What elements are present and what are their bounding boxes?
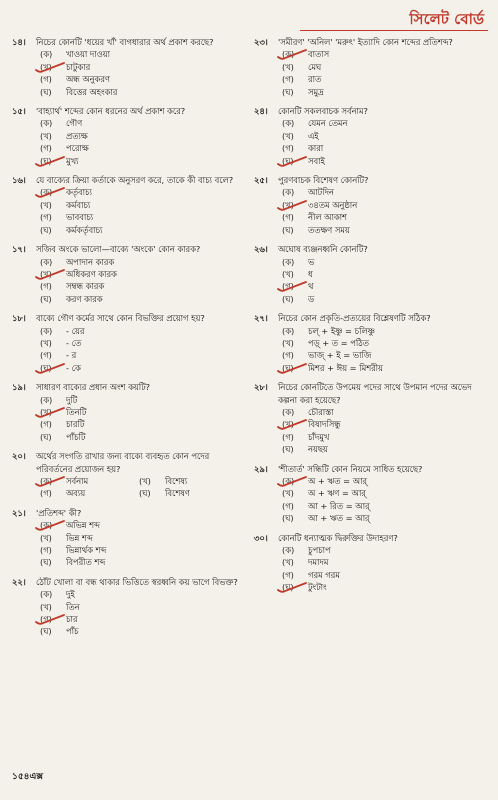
option-text: নয়ছয়	[308, 444, 328, 455]
question-number: ১৫।	[12, 106, 26, 117]
answer-option	[40, 418, 238, 430]
option-letter: (খ)	[282, 130, 294, 141]
answer-option	[282, 186, 486, 198]
option-letter: (ঘ)	[40, 362, 52, 373]
option-letter: (ক)	[282, 118, 295, 129]
question-line	[254, 381, 486, 406]
option-text: প্রত্যক্ষ	[66, 130, 88, 141]
option-text: চাটুকার	[66, 61, 91, 72]
answer-option	[282, 406, 486, 418]
answer-option	[40, 544, 238, 556]
option-letter: (গ)	[40, 350, 52, 361]
option-text: চার	[66, 614, 78, 625]
option-letter: (ক)	[40, 118, 53, 129]
option-text: ভাববাচ্য	[66, 212, 94, 223]
option-text: কর্মবাচ্য	[66, 199, 91, 210]
option-text: ততক্ষণ সময়	[308, 224, 350, 235]
option-letter: (ঘ)	[282, 293, 294, 304]
option-text: আ + রিত = আর্	[308, 500, 370, 511]
answer-option	[40, 61, 238, 73]
question-item	[12, 243, 238, 305]
answer-option	[40, 86, 238, 98]
answer-option	[282, 48, 486, 60]
answer-option	[40, 394, 238, 406]
option-text: মুখ্য	[66, 155, 79, 166]
question-text: 'শীতার্ত' সন্ধিটি কোন নিয়মে সাধিত হয়েছে?	[278, 463, 423, 474]
option-text: - তে	[66, 337, 82, 348]
option-letter: (ক)	[282, 476, 295, 486]
question-number: ২৪।	[254, 106, 268, 117]
question-line	[254, 243, 486, 255]
option-letter: (ক)	[282, 325, 295, 336]
option-letter: (ঘ)	[40, 626, 52, 637]
question-line	[254, 532, 486, 544]
option-letter: (ক)	[40, 256, 53, 267]
header-divider	[300, 30, 488, 31]
option-letter: (ঘ)	[40, 224, 52, 235]
option-text: ভিন্নার্থক শব্দ	[66, 545, 107, 556]
option-letter: (ক)	[282, 406, 295, 417]
question-number: ১৭।	[12, 244, 26, 255]
option-text: সর্বনাম	[66, 476, 89, 486]
option-letter: (গ)	[40, 488, 52, 499]
option-letter: (গ)	[282, 500, 294, 511]
options-list	[254, 186, 486, 236]
option-text: বিশেষ্য	[165, 476, 188, 486]
option-letter: (খ)	[40, 61, 52, 72]
question-number: ২১।	[12, 507, 26, 518]
answer-option	[139, 487, 238, 499]
answer-option	[282, 211, 486, 223]
page-number: ১৫৪এক্স	[12, 772, 43, 782]
option-letter: (ঘ)	[282, 362, 294, 373]
answer-option	[40, 199, 238, 211]
answer-option	[40, 406, 238, 418]
options-list	[254, 117, 486, 167]
option-text: বিপরীত শব্দ	[66, 557, 106, 568]
option-letter: (ক)	[40, 49, 53, 60]
answer-option	[282, 268, 486, 280]
option-letter: (গ)	[282, 74, 294, 85]
question-number: ২৬।	[254, 244, 268, 255]
option-text: চুপচাপ	[308, 545, 331, 556]
question-number: ২০।	[12, 451, 26, 462]
option-letter: (গ)	[40, 74, 52, 85]
question-number: ১৬।	[12, 175, 26, 186]
answer-option	[40, 613, 238, 625]
answer-option	[282, 487, 486, 499]
options-list	[254, 256, 486, 306]
question-line	[12, 312, 238, 324]
option-text: টুংটাং	[308, 582, 327, 593]
answer-option	[282, 117, 486, 129]
answer-option	[282, 581, 486, 593]
option-letter: (খ)	[40, 601, 52, 612]
options-list	[12, 588, 238, 638]
option-text: বিত্তের অহংকার	[66, 86, 118, 97]
question-text: যে বাক্যের ক্রিয়া কর্তাকে অনুসরণ করে, তাকে কী বাচ্য বলে?	[36, 175, 234, 186]
option-text: গরম গরম	[308, 569, 340, 580]
option-letter: (গ)	[40, 545, 52, 556]
answer-option	[40, 280, 238, 292]
option-text: কারা	[308, 143, 324, 154]
answer-option	[282, 443, 486, 455]
question-text: 'বাহ্যার্থ' শব্দের কোন ধরনের অর্থ প্রকাশ করে?	[36, 106, 186, 117]
answer-option	[282, 325, 486, 337]
question-number: ৩০।	[254, 532, 268, 543]
answer-option	[40, 519, 238, 531]
option-text: থ	[308, 281, 314, 292]
option-text: নীল আকাশ	[308, 212, 347, 223]
option-letter: (গ)	[40, 281, 52, 292]
options-list	[12, 117, 238, 167]
option-letter: (ঘ)	[282, 444, 294, 455]
option-letter: (গ)	[40, 614, 52, 625]
question-number: ২৭।	[254, 313, 268, 324]
question-line	[12, 174, 238, 186]
answer-option	[40, 601, 238, 613]
question-text: নিচের কোন প্রকৃতি-প্রত্যয়ের বিশ্লেষণটি সঠিক?	[278, 313, 431, 324]
option-text: মিশর + ঈয় = মিশরীয়	[308, 362, 383, 373]
answer-option	[40, 117, 238, 129]
left-column	[12, 36, 238, 645]
options-list	[254, 544, 486, 594]
question-number: ১৮।	[12, 313, 26, 324]
question-line	[12, 450, 238, 475]
answer-option	[40, 475, 139, 487]
question-item	[12, 450, 238, 500]
answer-option	[40, 73, 238, 85]
answer-option	[40, 487, 139, 499]
option-letter: (খ)	[40, 532, 52, 543]
question-line	[12, 381, 238, 393]
option-letter: (খ)	[40, 130, 52, 141]
question-text: পুরণবাচক বিশেষণ কোনটি?	[278, 175, 369, 186]
answer-option	[282, 293, 486, 305]
option-letter: (খ)	[282, 268, 294, 279]
option-text: এই	[308, 130, 319, 141]
option-text: দুটি	[66, 394, 78, 405]
option-letter: (ক)	[282, 187, 295, 198]
question-line	[254, 105, 486, 117]
option-text: আ + ঋত = আর্	[308, 513, 370, 524]
answer-option	[282, 337, 486, 349]
answer-option	[40, 256, 238, 268]
option-letter: (খ)	[282, 557, 294, 568]
question-item	[254, 463, 486, 525]
answer-option	[282, 349, 486, 361]
option-letter: (ঘ)	[282, 155, 294, 166]
answer-option	[282, 418, 486, 430]
option-letter: (খ)	[282, 337, 294, 348]
option-text: গৌণ	[66, 118, 83, 129]
option-text: - কে	[66, 362, 81, 373]
question-text: সজিব অংকে ভালো—বাক্যে 'অংকে' কোন কারক?	[36, 244, 201, 255]
answer-option	[282, 130, 486, 142]
options-list	[12, 519, 238, 569]
question-text: অঘোষ ব্যঞ্জনধ্বনি কোনটি?	[278, 244, 368, 255]
question-number: ২৩।	[254, 37, 268, 47]
question-line	[254, 312, 486, 324]
answer-option	[40, 556, 238, 568]
option-text: চাঁদমুখ	[308, 431, 330, 442]
answer-option	[282, 556, 486, 568]
option-letter: (গ)	[40, 419, 52, 430]
answer-option	[40, 431, 238, 443]
question-item	[254, 381, 486, 455]
question-text: ঠোঁট খোলা বা বন্ধ থাকার ভিত্তিতে স্বরধ্বনি কয় ভাগে বিভক্ত?	[36, 576, 238, 587]
answer-option	[282, 73, 486, 85]
option-letter: (গ)	[282, 281, 294, 292]
option-text: অন্ধ অনুকরণ	[66, 74, 110, 85]
option-text: অব্যয়	[66, 488, 86, 499]
answer-option	[40, 224, 238, 236]
option-text: অধিকরণ কারক	[66, 268, 117, 279]
option-letter: (গ)	[282, 350, 294, 361]
answer-option	[282, 512, 486, 524]
option-letter: (ঘ)	[40, 431, 52, 442]
option-letter: (ঘ)	[282, 224, 294, 235]
question-line	[12, 36, 238, 48]
question-item	[12, 174, 238, 236]
option-text: - য়ের	[66, 325, 85, 336]
answer-option	[40, 155, 238, 167]
option-text: অপাদান কারক	[66, 256, 115, 267]
answer-option	[282, 475, 486, 487]
option-text: তিনটি	[66, 406, 87, 417]
question-number: ১৯।	[12, 382, 26, 393]
answer-option	[282, 199, 486, 211]
answer-option	[40, 337, 238, 349]
option-letter: (খ)	[40, 199, 52, 210]
answer-option	[282, 569, 486, 581]
answer-option	[139, 475, 238, 487]
option-letter: (ঘ)	[282, 582, 294, 593]
option-letter: (ক)	[40, 589, 53, 600]
option-text: কর্মকর্তৃবাচ্য	[66, 224, 103, 235]
option-text: কর্তৃবাচ্য	[66, 187, 92, 198]
option-letter: (খ)	[282, 488, 294, 499]
answer-option	[40, 268, 238, 280]
question-text: কোনটি ধন্যাত্মক দ্বিরুক্তির উদাহরণ?	[278, 532, 398, 543]
question-item	[12, 381, 238, 443]
question-line	[12, 243, 238, 255]
option-text: রাত	[308, 74, 322, 85]
question-number: ২৯।	[254, 463, 268, 474]
question-text: 'প্রতিশব্দ' কী?	[36, 507, 82, 518]
answer-option	[40, 142, 238, 154]
right-column	[254, 36, 486, 601]
option-letter: (গ)	[282, 431, 294, 442]
option-letter: (ক)	[40, 476, 53, 486]
question-text: 'সমীরণ' 'অনিল' 'মরুৎ' ইত্যাদি কোন শব্দের প্রতিশব্দ?	[278, 37, 453, 47]
question-text: সাধারণ বাক্যের প্রধান অংশ কয়টি?	[36, 382, 151, 393]
question-item	[12, 312, 238, 374]
question-text: কোনটি সকলবাচক সর্বনাম?	[278, 106, 368, 117]
answer-option	[282, 142, 486, 154]
question-text: অর্থের সংগতি রাখার জন্য বাক্যে ব্যবহৃত কোন পদের পরিবর্তনের প্রয়োজন হয়?	[36, 451, 210, 474]
option-text: সবাই	[308, 155, 325, 166]
option-text: ৩৪তম অনুষ্ঠান	[308, 199, 358, 210]
option-text: অভিন্ন শব্দ	[66, 520, 100, 531]
option-letter: (গ)	[40, 143, 52, 154]
answer-option	[282, 256, 486, 268]
option-letter: (খ)	[282, 419, 294, 430]
answer-option	[40, 625, 238, 637]
question-text: নিচের কোনটি 'ধয়ের খাঁ' বাগধারার অর্থ প্রকাশ করছে?	[36, 37, 214, 47]
option-text: দমাদম	[308, 557, 329, 568]
question-number: ২৮।	[254, 382, 268, 393]
option-text: সমুদ্র	[308, 86, 324, 97]
question-text: বাক্যে গৌণ কর্মের সাথে কোন বিভক্তির প্রয়োগ হয়?	[36, 313, 205, 324]
option-letter: (ক)	[40, 394, 53, 405]
question-item	[12, 105, 238, 167]
options-list	[12, 475, 238, 500]
option-text: পরোক্ষ	[66, 143, 89, 154]
option-letter: (গ)	[282, 569, 294, 580]
options-list	[254, 406, 486, 456]
option-text: তিন	[66, 601, 80, 612]
option-text: চল্ + ইষ্ণু = চলিষ্ণু	[308, 325, 375, 336]
option-letter: (ঘ)	[139, 488, 151, 499]
answer-option	[40, 362, 238, 374]
option-text: বিশেষণ	[165, 488, 190, 499]
option-text: পাঁচ	[66, 626, 79, 637]
answer-option	[40, 349, 238, 361]
option-letter: (ক)	[40, 325, 53, 336]
question-number: ২৫।	[254, 175, 268, 186]
options-list	[254, 325, 486, 375]
answer-option	[40, 211, 238, 223]
question-item	[254, 532, 486, 594]
question-item	[12, 36, 238, 98]
options-list	[12, 256, 238, 306]
option-letter: (খ)	[40, 268, 52, 279]
option-text: মেঘ	[308, 61, 322, 72]
question-number: ২২।	[12, 576, 26, 587]
option-text: খাওয়া দাওয়া	[66, 49, 111, 60]
question-item	[254, 174, 486, 236]
option-text: পড়্ + ত = পঠিত	[308, 337, 369, 348]
option-letter: (ক)	[282, 49, 295, 60]
answer-option	[282, 280, 486, 292]
answer-option	[40, 186, 238, 198]
answer-option	[40, 130, 238, 142]
options-list	[12, 48, 238, 98]
answer-option	[40, 48, 238, 60]
option-letter: (খ)	[139, 476, 151, 486]
answer-option	[40, 293, 238, 305]
option-letter: (গ)	[282, 212, 294, 223]
option-letter: (ঘ)	[40, 293, 52, 304]
question-item	[254, 312, 486, 374]
option-letter: (ক)	[40, 520, 53, 531]
options-list	[254, 48, 486, 98]
answer-option	[282, 86, 486, 98]
answer-option	[282, 544, 486, 556]
option-text: পাঁচটি	[66, 431, 86, 442]
question-item	[12, 576, 238, 638]
question-number: ১৪।	[12, 37, 26, 47]
option-text: চারটি	[66, 419, 85, 430]
option-letter: (ক)	[282, 256, 295, 267]
option-letter: (ঘ)	[40, 155, 52, 166]
option-text: বিষাদসিন্ধু	[308, 419, 341, 430]
option-text: ভাজ্ + ই = ভাজি	[308, 350, 372, 361]
answer-option	[282, 224, 486, 236]
question-item	[254, 243, 486, 305]
answer-option	[282, 362, 486, 374]
question-line	[254, 36, 486, 48]
option-text: যেমন তেমন	[308, 118, 348, 129]
question-line	[12, 105, 238, 117]
option-letter: (ক)	[40, 187, 53, 198]
board-title: সিলেট বোর্ড	[409, 10, 484, 28]
option-letter: (ঘ)	[40, 86, 52, 97]
options-list	[12, 394, 238, 444]
answer-option	[40, 325, 238, 337]
options-list	[254, 475, 486, 525]
answer-option	[40, 588, 238, 600]
answer-option	[282, 61, 486, 73]
option-text: ভিন্ন শব্দ	[66, 532, 93, 543]
option-text: ধ	[308, 268, 313, 279]
option-letter: (খ)	[40, 406, 52, 417]
option-text: বাতাস	[308, 49, 330, 60]
question-line	[254, 174, 486, 186]
question-item	[254, 36, 486, 98]
option-letter: (খ)	[282, 199, 294, 210]
option-letter: (খ)	[40, 337, 52, 348]
question-item	[254, 105, 486, 167]
option-text: - র	[66, 350, 77, 361]
option-text: ভ	[308, 256, 315, 267]
option-text: আটদিন	[308, 187, 334, 198]
option-text: সম্বন্ধ কারক	[66, 281, 105, 292]
option-text: করণ কারক	[66, 293, 103, 304]
option-text: চৌরাস্তা	[308, 406, 334, 417]
answer-option	[282, 155, 486, 167]
option-letter: (ক)	[282, 545, 295, 556]
option-letter: (ঘ)	[282, 513, 294, 524]
option-text: অ + ঋণ = আর্	[308, 488, 366, 499]
option-text: দুই	[66, 589, 75, 600]
option-text: অ + ঋত = আর্	[308, 476, 367, 486]
question-line	[12, 507, 238, 519]
answer-option	[282, 431, 486, 443]
answer-option	[40, 532, 238, 544]
options-list	[12, 325, 238, 375]
question-line	[12, 576, 238, 588]
option-letter: (ঘ)	[282, 86, 294, 97]
question-text: নিচের কোনটিতে উপমেয় পদের সাথে উপমান পদের অভেদ কল্পনা করা হয়েছে?	[278, 382, 472, 405]
options-list	[12, 186, 238, 236]
question-line	[254, 463, 486, 475]
answer-option	[282, 500, 486, 512]
option-text: ড	[308, 293, 315, 304]
option-letter: (গ)	[282, 143, 294, 154]
option-letter: (গ)	[40, 212, 52, 223]
question-item	[12, 507, 238, 569]
option-letter: (খ)	[282, 61, 294, 72]
option-letter: (ঘ)	[40, 557, 52, 568]
